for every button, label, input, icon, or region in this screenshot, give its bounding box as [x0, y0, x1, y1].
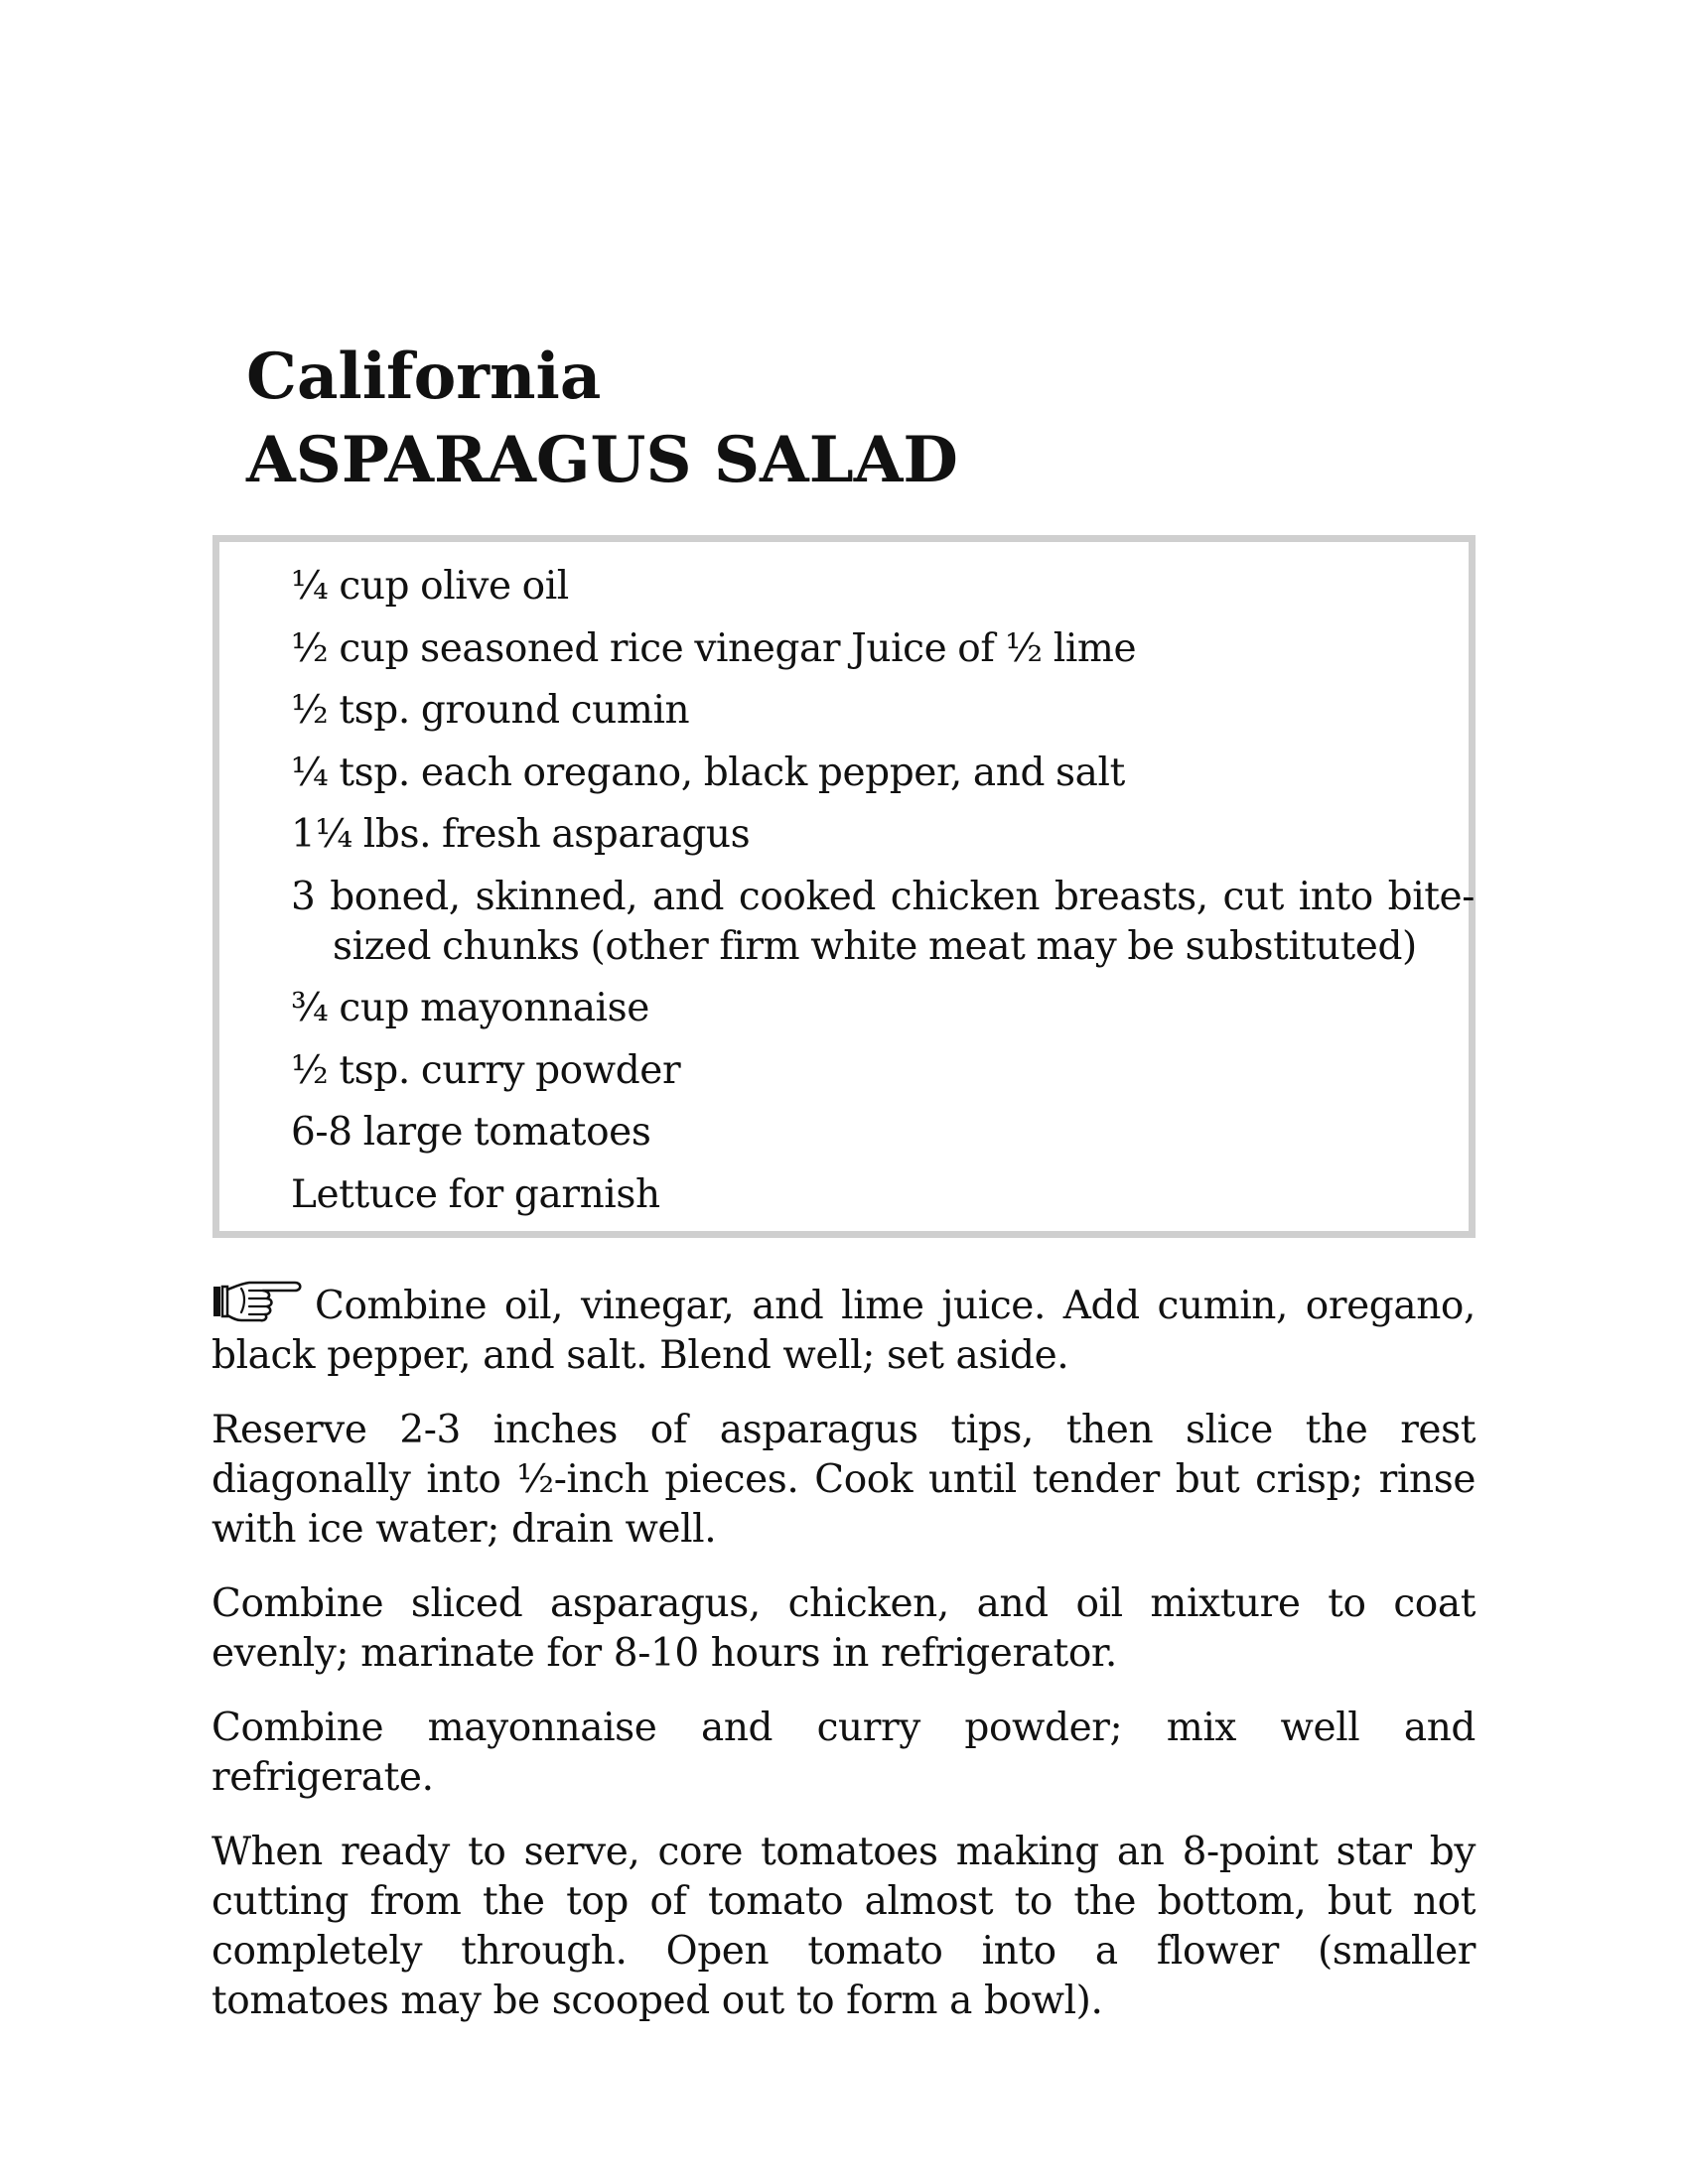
title-subheading: California	[246, 340, 602, 414]
instruction-step: When ready to serve, core tomatoes making an 8-point star by cutting from the top of tomato almost to the bottom, but not completely through. Open tomato into a flower (smaller tomatoes may be scooped out to form a bowl).	[211, 1830, 1476, 2023]
ingredient-item: ¾ cup mayonnaise	[291, 986, 649, 1030]
ingredient-item: ½ tsp. curry powder	[291, 1047, 681, 1093]
ingredient-item: ¼ tsp. each oregano, black pepper, and salt	[291, 750, 1125, 795]
ingredient-item: ¼ cup olive oil	[291, 564, 569, 609]
title-heading: ASPARAGUS SALAD	[246, 423, 958, 497]
instruction-step: Combine mayonnaise and curry powder; mix well and refrigerate.	[211, 1706, 1476, 1800]
ingredient-list	[291, 562, 1475, 1232]
instruction-text: Combine oil, vinegar, and lime juice. Add cumin, oregano, black pepper, and salt. Blend well; set aside.	[211, 1284, 1476, 1378]
instruction-step	[211, 1279, 1476, 1381]
pointing-hand-icon	[211, 1279, 305, 1322]
instructions	[211, 1279, 1476, 2051]
recipe-title	[246, 336, 1477, 502]
ingredient-item: ½ tsp. ground cumin	[291, 688, 690, 733]
instruction-step: Combine sliced asparagus, chicken, and oil mixture to coat evenly; marinate for 8-10 hours in refrigerator.	[211, 1581, 1476, 1676]
instruction-step: Reserve 2-3 inches of asparagus tips, then slice the rest diagonally into ½-inch pieces. Cook until tender but crisp; rinse with ice water; drain well.	[211, 1408, 1476, 1552]
ingredient-item: Lettuce for garnish	[291, 1171, 660, 1217]
ingredient-item: 3 boned, skinned, and cooked chicken breasts, cut into bite-sized chunks (other firm white meat may be substituted)	[291, 874, 1475, 969]
ingredient-item: 1¼ lbs. fresh asparagus	[291, 812, 751, 857]
ingredient-item: 6-8 large tomatoes	[291, 1110, 651, 1155]
ingredient-item: ½ cup seasoned rice vinegar Juice of ½ lime	[291, 625, 1137, 671]
ingredients-box	[212, 535, 1476, 1238]
